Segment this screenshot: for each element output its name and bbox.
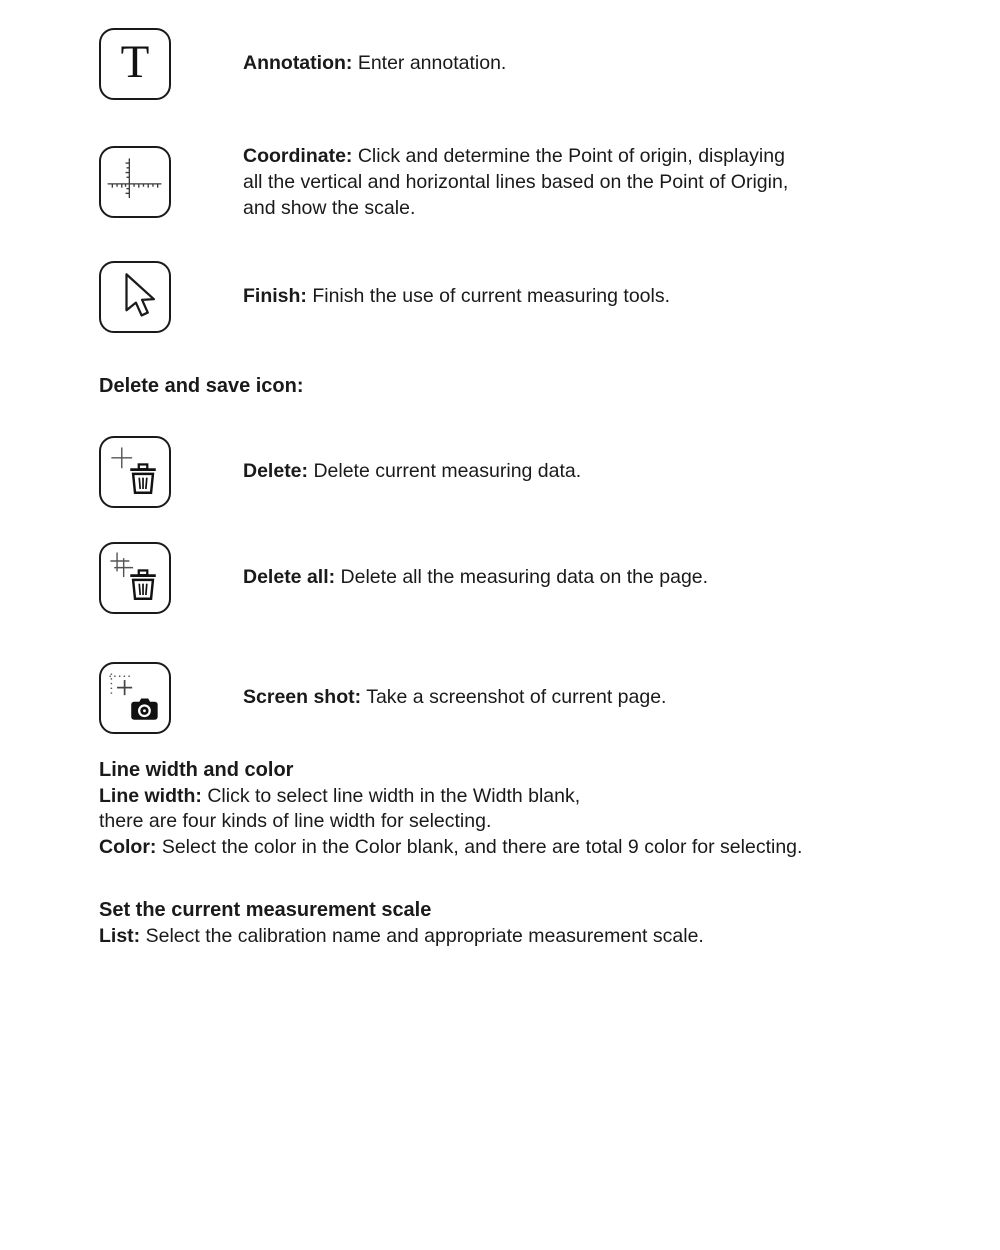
annotation-icon xyxy=(99,28,171,100)
delete-text: Delete current measuring data. xyxy=(313,460,582,482)
finish-cursor-icon xyxy=(99,261,171,333)
line-width-label: Line width: xyxy=(99,784,202,807)
delete-all-description xyxy=(243,564,708,590)
coordinate-description xyxy=(243,143,788,221)
delete-trash-icon xyxy=(99,436,171,508)
line-width-instruction-line1 xyxy=(99,784,802,810)
annotation-label: Annotation: xyxy=(243,52,353,74)
coordinate-label: Coordinate: xyxy=(243,145,353,167)
color-label: Color: xyxy=(99,835,157,858)
delete-all-trash-graphic xyxy=(101,543,169,613)
finish-description xyxy=(243,283,670,309)
line-width-instruction-line2 xyxy=(99,809,802,835)
coordinate-icon xyxy=(99,146,171,218)
annotation-description xyxy=(243,50,506,76)
coordinate-text-line2: all the vertical and horizontal lines based on the Point of Origin, xyxy=(243,171,789,193)
delete-description xyxy=(243,458,581,484)
finish-text: Finish the use of current measuring tools. xyxy=(312,285,671,307)
line-width-section xyxy=(99,758,802,860)
list-label: List: xyxy=(99,924,141,947)
scale-heading: Set the current measurement scale xyxy=(99,899,432,921)
color-instruction xyxy=(99,835,802,861)
delete-all-trash-icon xyxy=(99,542,171,614)
screenshot-text: Take a screenshot of current page. xyxy=(366,686,667,708)
line-width-text2: there are four kinds of line width for selecting. xyxy=(99,810,492,832)
delete-all-label: Delete all: xyxy=(243,566,336,588)
screenshot-label: Screen shot: xyxy=(243,686,362,708)
line-width-text: Click to select line width in the Width blank, xyxy=(207,784,581,807)
coordinate-axes-graphic xyxy=(101,147,169,217)
cursor-arrow-graphic xyxy=(101,262,169,332)
delete-trash-graphic xyxy=(101,437,169,507)
screenshot-description xyxy=(243,684,666,710)
list-text: Select the calibration name and appropriate measurement scale. xyxy=(145,924,704,947)
screenshot-camera-icon xyxy=(99,662,171,734)
line-width-heading: Line width and color xyxy=(99,759,294,781)
delete-save-heading: Delete and save icon: xyxy=(99,375,304,397)
coordinate-text-line3: and show the scale. xyxy=(243,197,416,219)
screenshot-camera-graphic xyxy=(101,663,169,733)
annotation-text: Enter annotation. xyxy=(357,52,507,74)
delete-label: Delete: xyxy=(243,460,309,482)
color-text: Select the color in the Color blank, and there are total 9 color for selecting. xyxy=(161,835,803,858)
delete-all-text: Delete all the measuring data on the page. xyxy=(340,566,709,588)
finish-label: Finish: xyxy=(243,285,307,307)
scale-section xyxy=(99,898,704,949)
list-instruction xyxy=(99,924,704,950)
coordinate-text-line1: Click and determine the Point of origin, displaying xyxy=(357,145,785,167)
annotation-t-glyph: T xyxy=(120,35,150,88)
